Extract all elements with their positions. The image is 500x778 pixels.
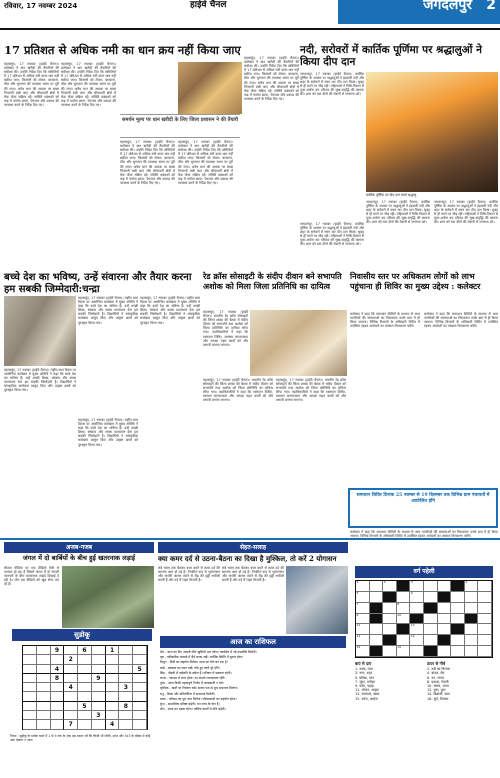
sudoku-cell[interactable] (133, 674, 147, 683)
story7-body-col1: लंबे समय तक बैठकर काम करने से कमर दर्द की समस्या आम हो गई है। नियमित रूप से भुजंगासन और मार्जरी आसन करने से रीढ़ की हड्डी लचीली बनती है और दर्द में राहत मिलती है। (158, 566, 220, 583)
crossword-block (397, 624, 411, 635)
story5-notice-box (348, 488, 498, 528)
sudoku-title: सुडोकू (12, 629, 152, 641)
crossword-cell[interactable] (478, 635, 492, 646)
sudoku-cell[interactable] (23, 646, 37, 655)
crossword-cell[interactable] (383, 624, 397, 635)
crossword-cell[interactable]: 1 (356, 581, 370, 592)
rashifal-item: तुला - आज किसी महत्वपूर्ण निर्णय में जल्दबाजी न करें। (160, 681, 224, 686)
crossword-clue: 6. वन, जंगल (427, 675, 444, 680)
sudoku-cell[interactable] (64, 711, 78, 720)
crossword-cell[interactable]: 5 (356, 592, 370, 603)
sudoku-cell[interactable]: 6 (78, 646, 92, 655)
sudoku-row (23, 646, 147, 655)
crossword-cell[interactable] (370, 624, 384, 635)
crossword-cell[interactable] (478, 624, 492, 635)
crossword-cell[interactable]: 9 (356, 614, 370, 625)
sudoku-cell[interactable]: 3 (119, 683, 133, 692)
crossword-cell[interactable] (478, 592, 492, 603)
story2-body-col2: जगदलपुर, 17 नवम्बर (हाईवे चैनल)। कार्तिक पूर्णिमा के अवसर पर श्रद्धालुओं ने इंद्रावती नदी और शहर के सरोवरों में स्नान कर दीप दान किया। सुबह से ही घाटों पर भीड़ रही। महिलाओं ने विधि-विधान से पूजा-अर्चना कर परिवार की सुख-समृद्धि की कामना की। शाम को घाट दीपों की रोशनी से जगमगा उठे। (366, 200, 430, 225)
crossword-cell[interactable] (438, 581, 452, 592)
story3-body-col1: महासमुंद, 17 नवम्बर (हाईवे चैनल)। राष्ट्रीय बाल दिवस पर आयोजित कार्यक्रम में मुख्य अतिथि ने कहा कि बच्चे देश का भविष्य हैं। उन्हें अच्छी शिक्षा, संस्कार और स्वस्थ वातावरण देना हम सबकी जिम्मेदारी है। विद्यार्थियों ने सांस्कृतिक कार्यक्रम प्रस्तुत किए और उत्कृष्ट छात्रों को पुरस्कृत किया गया। (78, 296, 138, 325)
sudoku-row (23, 692, 147, 701)
story7-photo (286, 566, 348, 634)
story1-body-col1: महासमुंद, 17 नवम्बर (हाईवे चैनल)। कलेक्टर ने धान खरीदी की तैयारियों की समीक्षा की। उन्होंने निर्देश दिए कि समितियों में 17 प्रतिशत से अधिक नमी वाला धान नहीं खरीदा जाए। किसानों को टोकन, बारदाना, तौल और भुगतान की व्यवस्था समय पर पूरी की जाए। अवैध धान की आवक पर सख्त निगरानी रखी जाए और सीमावर्ती क्षेत्रों में चेक पोस्ट सक्रिय रहें। समिति प्रबंधकों को फड़ में पर्याप्त छाया, पेयजल और प्रकाश की व्यवस्था करने के निर्देश दिए गए। (4, 62, 59, 107)
sudoku-cell[interactable] (23, 683, 37, 692)
sudoku-cell[interactable] (23, 692, 37, 701)
sudoku-cell[interactable] (106, 702, 120, 711)
crossword-cell[interactable]: 3 (410, 581, 424, 592)
sudoku-cell[interactable] (37, 692, 51, 701)
sudoku-cell[interactable] (51, 683, 65, 692)
sudoku-cell[interactable] (51, 711, 65, 720)
sudoku-cell[interactable] (23, 674, 37, 683)
sudoku-cell[interactable]: 5 (133, 665, 147, 674)
crossword-clue: 9. पर्वत, पहाड़ (355, 684, 374, 689)
sudoku-cell[interactable] (78, 674, 92, 683)
story2-body-col3: जगदलपुर, 17 नवम्बर (हाईवे चैनल)। कार्तिक पूर्णिमा के अवसर पर श्रद्धालुओं ने इंद्रावती नदी और शहर के सरोवरों में स्नान कर दीप दान किया। सुबह से ही घाटों पर भीड़ रही। महिलाओं ने विधि-विधान से पूजा-अर्चना कर परिवार की सुख-समृद्धि की कामना की। शाम को घाट दीपों की रोशनी से जगमगा उठे। (434, 200, 498, 225)
sudoku-cell[interactable] (106, 674, 120, 683)
sudoku-cell[interactable] (23, 665, 37, 674)
sudoku-cell[interactable] (37, 720, 51, 729)
story4-body-col2: महासमुंद, 17 नवम्बर (हाईवे चैनल)। भारतीय रेड क्रॉस सोसाइटी की जिला शाखा की बैठक में संदीप दीवान को सभापति तथा अशोक को जिला प्रतिनिधि का दायित्व सौंपा गया। पदाधिकारियों ने कहा कि रक्तदान शिविर, स्वास्थ्य जागरूकता और आपदा राहत कार्यों को और प्रभावी बनाया जाएगा। (203, 378, 273, 403)
crossword-block (451, 581, 465, 592)
sudoku-cell[interactable] (23, 702, 37, 711)
sudoku-cell[interactable] (106, 711, 120, 720)
sudoku-cell[interactable] (23, 711, 37, 720)
crossword-clue: 7. सुंदर, मनोहर (355, 679, 375, 684)
crossword-cell[interactable] (438, 603, 452, 614)
crossword-cell[interactable] (438, 624, 452, 635)
city-name: जगदलपुर (423, 0, 472, 13)
sudoku-cell[interactable] (133, 646, 147, 655)
sudoku-cell[interactable] (92, 683, 106, 692)
crossword-block (424, 603, 438, 614)
crossword-clue: 5. प्रतिष्ठा, मान (355, 675, 374, 680)
newspaper-name: हाईवे चैनल (190, 0, 227, 10)
rashifal-item: कन्या - व्यापार में लाभ होगा। नए संपर्क लाभदायक रहेंगे। (160, 675, 226, 680)
sudoku-cell[interactable]: 5 (78, 702, 92, 711)
sudoku-cell[interactable] (51, 702, 65, 711)
sudoku-cell[interactable] (133, 655, 147, 664)
sudoku-cell[interactable] (119, 674, 133, 683)
sudoku-cell[interactable] (37, 646, 51, 655)
crossword-cell[interactable] (451, 592, 465, 603)
crossword-cell[interactable] (410, 603, 424, 614)
rashifal-item: कर्क - स्वास्थ्य का ध्यान रखें। रुके हुए कार्य पूरे होंगे। (160, 665, 220, 670)
story2-headline: नदी, सरोवरों में कार्तिक पूर्णिमा पर श्रद्धालुओं ने किया दीप दान (300, 44, 482, 68)
sudoku-cell[interactable] (119, 720, 133, 729)
sudoku-row (23, 711, 147, 720)
issue-date: रविवार, 17 नवम्बर 2024 (4, 2, 78, 10)
crossword-cell[interactable]: 15 (356, 646, 370, 657)
story3-photo (4, 296, 76, 366)
sudoku-cell[interactable] (133, 711, 147, 720)
crossword-cell[interactable]: 12 (410, 624, 424, 635)
crossword-across (355, 662, 423, 701)
sudoku-cell[interactable] (106, 665, 120, 674)
sudoku-cell[interactable] (51, 655, 65, 664)
rashifal-item: वृश्चिक - खर्चों पर नियंत्रण रखें। संतान पक्ष से शुभ समाचार मिलेगा। (160, 686, 238, 691)
across-title: बाएं से दाएं (355, 661, 372, 666)
story3-body-col3: महासमुंद, 17 नवम्बर (हाईवे चैनल)। राष्ट्रीय बाल दिवस पर आयोजित कार्यक्रम में मुख्य अतिथि ने कहा कि बच्चे देश का भविष्य हैं। उन्हें अच्छी शिक्षा, संस्कार और स्वस्थ वातावरण देना हम सबकी जिम्मेदारी है। विद्यार्थियों ने सांस्कृतिक कार्यक्रम प्रस्तुत किए और उत्कृष्ट छात्रों को पुरस्कृत किया गया। (4, 368, 76, 393)
sudoku-cell[interactable] (78, 683, 92, 692)
crossword-block (424, 646, 438, 657)
rashifal-list (160, 650, 346, 712)
crossword-cell[interactable] (370, 592, 384, 603)
crossword-block (370, 646, 384, 657)
sudoku-cell[interactable]: 3 (92, 711, 106, 720)
crossword-cell[interactable] (424, 624, 438, 635)
crossword-cell[interactable]: 16 (397, 646, 411, 657)
crossword-clue: 16. सूर्य, दिनकर (427, 696, 449, 701)
crossword-cell[interactable] (410, 646, 424, 657)
sudoku-cell[interactable] (64, 692, 78, 701)
sudoku-cell[interactable] (37, 711, 51, 720)
story3-body-col2: महासमुंद, 17 नवम्बर (हाईवे चैनल)। राष्ट्रीय बाल दिवस पर आयोजित कार्यक्रम में मुख्य अतिथि ने कहा कि बच्चे देश का भविष्य हैं। उन्हें अच्छी शिक्षा, संस्कार और स्वस्थ वातावरण देना हम सबकी जिम्मेदारी है। विद्यार्थियों ने सांस्कृतिक कार्यक्रम प्रस्तुत किए और उत्कृष्ट छात्रों को पुरस्कृत किया गया। (140, 296, 200, 325)
crossword-cell[interactable] (383, 603, 397, 614)
sudoku-cell[interactable] (119, 655, 133, 664)
crossword-down (427, 662, 495, 701)
story2-body-col4: जगदलपुर, 17 नवम्बर (हाईवे चैनल)। कार्तिक पूर्णिमा के अवसर पर श्रद्धालुओं ने इंद्रावती नदी और शहर के सरोवरों में स्नान कर दीप दान किया। सुबह से ही घाटों पर भीड़ रही। महिलाओं ने विधि-विधान से पूजा-अर्चना कर परिवार की सुख-समृद्धि की कामना की। शाम को घाट दीपों की रोशनी से जगमगा उठे। (300, 222, 364, 247)
story1-photo (178, 62, 242, 114)
crossword-clue: 3. नगर, शहर (355, 671, 373, 676)
story2-photo-caption: कार्तिक पूर्णिमा पर दीप दान करते श्रद्धालु (366, 193, 498, 197)
page-header (0, 0, 500, 30)
story2-body-col1: जगदलपुर, 17 नवम्बर (हाईवे चैनल)। कार्तिक पूर्णिमा के अवसर पर श्रद्धालुओं ने इंद्रावती नदी और शहर के सरोवरों में स्नान कर दीप दान किया। सुबह से ही घाटों पर भीड़ रही। महिलाओं ने विधि-विधान से पूजा-अर्चना कर परिवार की सुख-समृद्धि की कामना की। शाम को घाट दीपों की रोशनी से जगमगा उठे। (300, 72, 364, 97)
sudoku-cell[interactable] (37, 683, 51, 692)
rashifal-item: मीन - आज मन प्रसन्न रहेगा। धार्मिक कार्यों में रुचि बढ़ेगी। (160, 707, 226, 712)
sudoku-cell[interactable] (51, 720, 65, 729)
sudoku-cell[interactable] (37, 655, 51, 664)
sudoku-cell[interactable] (78, 655, 92, 664)
story5-body-col3: कलेक्टर ने कहा कि समाधान शिविरों के माध्यम से आम नागरिकों की समस्याओं का निराकरण उनके ग्राम में ही किया जाएगा। विभिन्न विभागों के अधिकारी शिविर में उपस्थित रहकर आवेदनों का तत्काल निराकरण करेंगे। (350, 530, 498, 539)
sudoku-cell[interactable] (78, 692, 92, 701)
crossword-clue: 8. प्रकाश, रोशनी (427, 679, 449, 684)
rashifal-item: वृष - पारिवारिक मामलों में धैर्य बनाए रखें। आर्थिक स्थिति में सुधार होगा। (160, 655, 244, 660)
story4-body-col3: महासमुंद, 17 नवम्बर (हाईवे चैनल)। भारतीय रेड क्रॉस सोसाइटी की जिला शाखा की बैठक में संदीप दीवान को सभापति तथा अशोक को जिला प्रतिनिधि का दायित्व सौंपा गया। पदाधिकारियों ने कहा कि रक्तदान शिविर, स्वास्थ्य जागरूकता और आपदा राहत कार्यों को और प्रभावी बनाया जाएगा। (276, 378, 346, 403)
sudoku-cell[interactable] (119, 711, 133, 720)
sudoku-row (23, 683, 147, 692)
crossword-cell[interactable]: 11 (356, 624, 370, 635)
story5-body-col2: कलेक्टर ने कहा कि समाधान शिविरों के माध्यम से आम नागरिकों की समस्याओं का निराकरण उनके ग्राम में ही किया जाएगा। विभिन्न विभागों के अधिकारी शिविर में उपस्थित रहकर आवेदनों का तत्काल निराकरण करेंगे। (424, 312, 498, 329)
sudoku-cell[interactable] (92, 646, 106, 655)
sudoku-cell[interactable]: 2 (64, 655, 78, 664)
crossword-cell[interactable] (465, 592, 479, 603)
story7-body-col2: लंबे समय तक बैठकर काम करने से कमर दर्द की समस्या आम हो गई है। नियमित रूप से भुजंगासन और मार्जरी आसन करने से रीढ़ की हड्डी लचीली बनती है और दर्द में राहत मिलती है। (222, 566, 284, 583)
crossword-clue: 2. नदी का किनारा (427, 667, 451, 672)
crossword-clue: 13. समाचार, खबर (355, 692, 380, 697)
crossword-cell[interactable] (465, 646, 479, 657)
crossword-block (383, 635, 397, 646)
crossword-block (397, 581, 411, 592)
crossword-clue: 14. विद्यार्थी, छात्र (427, 692, 450, 697)
crossword-block (438, 592, 452, 603)
crossword-cell[interactable]: 7 (356, 603, 370, 614)
story3-headline: बच्चे देश का भविष्य, उन्हें संवारना और तैयार करना हम सबकी जिम्मेदारी:चन्द्रा (4, 272, 192, 295)
crossword-cell[interactable] (383, 614, 397, 625)
sudoku-cell[interactable]: 4 (64, 683, 78, 692)
crossword-cell[interactable] (370, 581, 384, 592)
story4-body-col1: महासमुंद, 17 नवम्बर (हाईवे चैनल)। भारतीय रेड क्रॉस सोसाइटी की जिला शाखा की बैठक में संदीप दीवान को सभापति तथा अशोक को जिला प्रतिनिधि का दायित्व सौंपा गया। पदाधिकारियों ने कहा कि रक्तदान शिविर, स्वास्थ्य जागरूकता और आपदा राहत कार्यों को और प्रभावी बनाया जाएगा। (203, 310, 248, 347)
sudoku-rules: नियम : सुडोकू के प्रत्येक खाने में 1 से 9 तक के अंक इस प्रकार भरें कि किसी भी पंक्ति, स्तंभ और 3x3 के बॉक्स में कोई अंक दोबारा न आए। (10, 734, 151, 742)
rashifal-title: आज का राशिफल (160, 636, 346, 648)
story1-quote: समर्थन मूल्य पर धान खरीदी के लिए जिला प्रशासन ने की तैयारी (120, 114, 240, 138)
sudoku-cell[interactable] (106, 683, 120, 692)
crossword-cell[interactable] (424, 614, 438, 625)
sudoku-cell[interactable] (23, 655, 37, 664)
sudoku-cell[interactable] (119, 665, 133, 674)
crossword-cell[interactable] (451, 603, 465, 614)
crossword-clue: 1. नक्षत्र, तारा (355, 667, 373, 672)
sudoku-cell[interactable]: 9 (51, 646, 65, 655)
story4-photo (250, 310, 347, 376)
rashifal-item: कुंभ - सामाजिक प्रतिष्ठा बढ़ेगी। धन लाभ के योग हैं। (160, 701, 220, 706)
crossword-cell[interactable] (478, 646, 492, 657)
crossword-cell[interactable] (424, 635, 438, 646)
crossword-clue: 10. संसार, जगत (427, 684, 449, 689)
crossword-cell[interactable] (465, 624, 479, 635)
sehat-salah-banner: सेहत-सलाह (158, 542, 348, 553)
sudoku-grid[interactable] (22, 645, 148, 730)
sudoku-cell[interactable] (37, 702, 51, 711)
crossword-cell[interactable]: 14 (410, 635, 424, 646)
story1-body-col4: महासमुंद, 17 नवम्बर (हाईवे चैनल)। कलेक्टर ने धान खरीदी की तैयारियों की समीक्षा की। उन्होंने निर्देश दिए कि समितियों में 17 प्रतिशत से अधिक नमी वाला धान नहीं खरीदा जाए। किसानों को टोकन, बारदाना, तौल और भुगतान की व्यवस्था समय पर पूरी की जाए। अवैध धान की आवक पर सख्त निगरानी रखी जाए और सीमावर्ती क्षेत्रों में चेक पोस्ट सक्रिय रहें। समिति प्रबंधकों को फड़ में पर्याप्त छाया, पेयजल और प्रकाश की व्यवस्था करने के निर्देश दिए गए। (178, 140, 233, 185)
crossword-clue: 4. बादल, मेघ (427, 671, 445, 676)
sudoku-cell[interactable]: 8 (119, 702, 133, 711)
crossword-cell[interactable] (465, 603, 479, 614)
sudoku-cell[interactable] (64, 702, 78, 711)
crossword-block (451, 624, 465, 635)
sudoku-cell[interactable] (64, 674, 78, 683)
rashifal-item: धनु - शिक्षा और प्रतियोगिता में सफलता मिलेगी। (160, 691, 216, 696)
sudoku-cell[interactable]: 9 (92, 674, 106, 683)
sudoku-cell[interactable] (92, 665, 106, 674)
story1-body-col2: महासमुंद, 17 नवम्बर (हाईवे चैनल)। कलेक्टर ने धान खरीदी की तैयारियों की समीक्षा की। उन्होंने निर्देश दिए कि समितियों में 17 प्रतिशत से अधिक नमी वाला धान नहीं खरीदा जाए। किसानों को टोकन, बारदाना, तौल और भुगतान की व्यवस्था समय पर पूरी की जाए। अवैध धान की आवक पर सख्त निगरानी रखी जाए और सीमावर्ती क्षेत्रों में चेक पोस्ट सक्रिय रहें। समिति प्रबंधकों को फड़ में पर्याप्त छाया, पेयजल और प्रकाश की व्यवस्था करने के निर्देश दिए गए। (61, 62, 116, 107)
ajab-gajab-banner: अजब-गजब (4, 542, 154, 553)
page-number: 2 (486, 0, 496, 13)
story3-body-col4: महासमुंद, 17 नवम्बर (हाईवे चैनल)। राष्ट्रीय बाल दिवस पर आयोजित कार्यक्रम में मुख्य अतिथि ने कहा कि बच्चे देश का भविष्य हैं। उन्हें अच्छी शिक्षा, संस्कार और स्वस्थ वातावरण देना हम सबकी जिम्मेदारी है। विद्यार्थियों ने सांस्कृतिक कार्यक्रम प्रस्तुत किए और उत्कृष्ट छात्रों को पुरस्कृत किया गया। (78, 418, 138, 447)
sudoku-cell[interactable] (23, 720, 37, 729)
crossword-cell[interactable] (478, 603, 492, 614)
sudoku-cell[interactable] (106, 692, 120, 701)
sudoku-row (23, 702, 147, 711)
crossword-cell[interactable] (424, 581, 438, 592)
crossword-cell[interactable]: 6 (410, 592, 424, 603)
sudoku-cell[interactable]: 4 (106, 720, 120, 729)
crossword-grid[interactable] (355, 580, 493, 658)
city-bar (338, 0, 500, 24)
sudoku-cell[interactable] (119, 692, 133, 701)
sudoku-cell[interactable]: 1 (106, 646, 120, 655)
sudoku-cell[interactable] (106, 655, 120, 664)
sudoku-row (23, 665, 147, 674)
story5-body-col1: कलेक्टर ने कहा कि समाधान शिविरों के माध्यम से आम नागरिकों की समस्याओं का निराकरण उनके ग्राम में ही किया जाएगा। विभिन्न विभागों के अधिकारी शिविर में उपस्थित रहकर आवेदनों का तत्काल निराकरण करेंगे। (350, 312, 420, 329)
crossword-block (370, 603, 384, 614)
crossword-cell[interactable] (451, 614, 465, 625)
crossword-title: वर्ग पहेली (355, 566, 493, 578)
sudoku-cell[interactable] (78, 720, 92, 729)
sudoku-cell[interactable] (133, 720, 147, 729)
crossword-cell[interactable] (383, 646, 397, 657)
story6-photo (62, 566, 154, 628)
sudoku-cell[interactable] (78, 711, 92, 720)
story1-headline: 17 प्रतिशत से अधिक नमी का धान क्रय नहीं किया जाए (4, 43, 241, 57)
sudoku-cell[interactable] (92, 720, 106, 729)
sudoku-cell[interactable] (92, 702, 106, 711)
crossword-cell[interactable] (438, 614, 452, 625)
story5-notice-text: समाधान शिविर दिनांक 25 नवम्बर से 19 दिसम्बर तक विभिन्न ग्राम पंचायतों में आयोजित होंगे (356, 493, 490, 504)
crossword-cell[interactable] (370, 635, 384, 646)
crossword-clue: 15. दर्पण, आईना (355, 696, 378, 701)
crossword-cell[interactable]: 4 (465, 581, 479, 592)
sudoku-cell[interactable] (64, 646, 78, 655)
story7-headline: क्या कमर दर्द से उठना-बैठना का दिखा है मुश्किल, तो करें 2 योगासन (158, 554, 337, 563)
crossword-cell[interactable] (478, 581, 492, 592)
crossword-cell[interactable]: 13 (356, 635, 370, 646)
crossword-cell[interactable] (424, 592, 438, 603)
rashifal-item: मिथुन - मित्रों का सहयोग मिलेगा। यात्रा का योग बन रहा है। (160, 660, 228, 665)
story1-body-col5: महासमुंद, 17 नवम्बर (हाईवे चैनल)। कलेक्टर ने धान खरीदी की तैयारियों की समीक्षा की। उन्होंने निर्देश दिए कि समितियों में 17 प्रतिशत से अधिक नमी वाला धान नहीं खरीदा जाए। किसानों को टोकन, बारदाना, तौल और भुगतान की व्यवस्था समय पर पूरी की जाए। अवैध धान की आवक पर सख्त निगरानी रखी जाए और सीमावर्ती क्षेत्रों में चेक पोस्ट सक्रिय रहें। समिति प्रबंधकों को फड़ में पर्याप्त छाया, पेयजल और प्रकाश की व्यवस्था करने के निर्देश दिए गए। (244, 56, 299, 101)
sudoku-cell[interactable] (64, 665, 78, 674)
sudoku-cell[interactable] (37, 674, 51, 683)
rashifal-item: मेष - आज का दिन आपके लिए खुशियों भरा रहेगा। कार्यक्षेत्र में नई उपलब्धि मिलेगी। (160, 650, 257, 654)
sudoku-row (23, 674, 147, 683)
sudoku-cell[interactable] (133, 683, 147, 692)
story1-body-col3: महासमुंद, 17 नवम्बर (हाईवे चैनल)। कलेक्टर ने धान खरीदी की तैयारियों की समीक्षा की। उन्होंने निर्देश दिए कि समितियों में 17 प्रतिशत से अधिक नमी वाला धान नहीं खरीदा जाए। किसानों को टोकन, बारदाना, तौल और भुगतान की व्यवस्था समय पर पूरी की जाए। अवैध धान की आवक पर सख्त निगरानी रखी जाए और सीमावर्ती क्षेत्रों में चेक पोस्ट सक्रिय रहें। समिति प्रबंधकों को फड़ में पर्याप्त छाया, पेयजल और प्रकाश की व्यवस्था करने के निर्देश दिए गए। (120, 140, 175, 185)
story2-photo (366, 72, 498, 192)
section-divider (0, 538, 500, 540)
crossword-block (465, 614, 479, 625)
sudoku-cell[interactable] (133, 692, 147, 701)
sudoku-cell[interactable] (92, 692, 106, 701)
sudoku-row (23, 655, 147, 664)
crossword-cell[interactable]: 10 (397, 614, 411, 625)
sudoku-cell[interactable] (51, 692, 65, 701)
sudoku-cell[interactable] (119, 646, 133, 655)
sudoku-cell[interactable] (78, 665, 92, 674)
crossword-block (383, 592, 397, 603)
rashifal-item: सिंह - नौकरी में पदोन्नति के संकेत हैं। परिवार में प्रसन्नता रहेगी। (160, 670, 232, 675)
story5-headline: निवासीय स्तर पर अधिकतम लोगों को लाभ पहुंचाना ही शिविर का मुख्य उद्देश्य : कलेक्टर (350, 271, 481, 291)
sudoku-cell[interactable] (37, 665, 51, 674)
down-title: ऊपर से नीचे (427, 661, 446, 666)
sudoku-cell[interactable]: 4 (51, 665, 65, 674)
crossword-clue: 12. पुष्प, फूल (427, 688, 446, 693)
crossword-cell[interactable] (465, 635, 479, 646)
sudoku-cell[interactable] (133, 702, 147, 711)
story6-headline: जंगल में दो बार्बियों के बीच हुई खतरनाक लड़ाई (22, 554, 136, 562)
sudoku-cell[interactable]: 7 (64, 720, 78, 729)
story4-headline: रेड क्रॉस सोसाइटी के संदीप दीवान बने सभापति अशोक को मिला जिला प्रतिनिधि का दायित्व (203, 271, 342, 291)
crossword-block (438, 635, 452, 646)
sudoku-cell[interactable]: 8 (51, 674, 65, 683)
crossword-cell[interactable] (451, 635, 465, 646)
crossword-block (370, 614, 384, 625)
sudoku-cell[interactable] (92, 655, 106, 664)
story6-body: सोशल मीडिया पर एक वीडियो तेजी से वायरल हो रहा है जिसमें जंगल में दो जंगली जानवरों के बीच खतरनाक लड़ाई दिखाई दे रही है। लोग इस वीडियो को खूब शेयर कर रहे हैं। (4, 566, 59, 587)
crossword-cell[interactable]: 8 (397, 603, 411, 614)
crossword-cell[interactable] (478, 614, 492, 625)
crossword-clue: 11. भोजन, आहार (355, 688, 379, 693)
sudoku-row (23, 720, 147, 729)
crossword-cell[interactable] (451, 646, 465, 657)
rashifal-item: मकर - परिश्रम का पूरा फल मिलेगा। जीवनसाथी का सहयोग रहेगा। (160, 696, 237, 701)
crossword-cell[interactable]: 2 (383, 581, 397, 592)
crossword-cell[interactable] (438, 646, 452, 657)
